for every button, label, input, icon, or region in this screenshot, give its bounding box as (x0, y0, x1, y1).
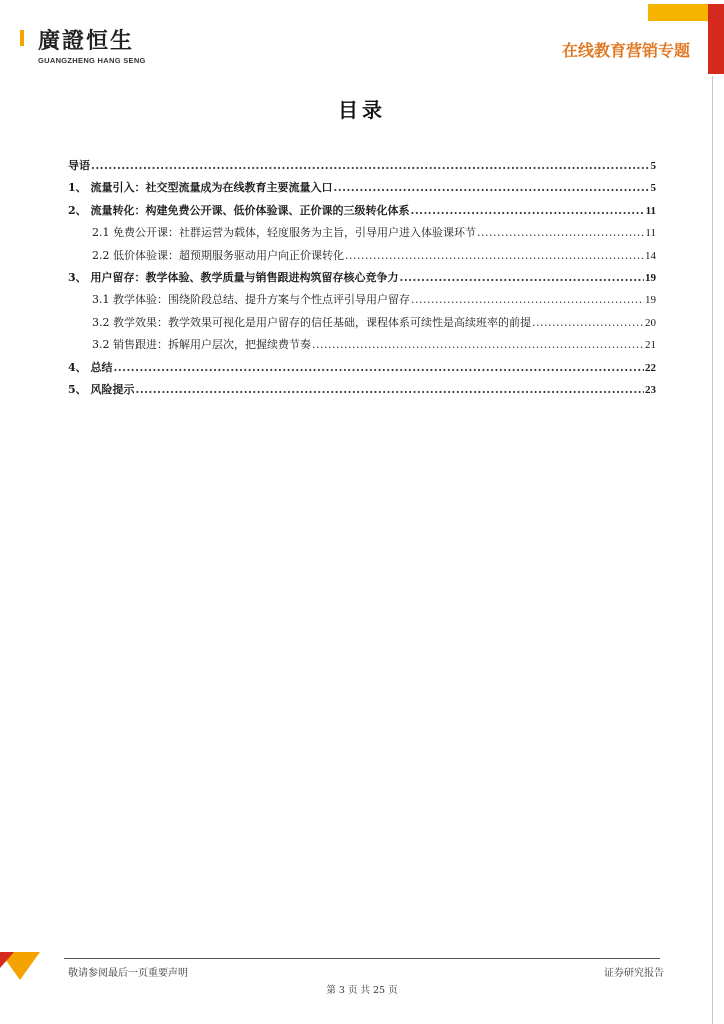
toc-page-number: 11 (645, 204, 656, 217)
logo-accent-bar (20, 30, 24, 46)
toc-leader-dots (91, 155, 650, 177)
toc-leader-dots (135, 379, 644, 401)
toc-entry-label: 2.1 免费公开课：社群运营为载体，轻度服务为主旨，引导用户进入体验课环节 (92, 226, 476, 240)
toc-entry-label: 3、 用户留存：教学体验、教学质量与销售跟进构筑留存核心竞争力 (68, 270, 399, 284)
toc-entry[interactable] (68, 155, 656, 177)
toc-leader-dots (532, 312, 644, 334)
toc-entry[interactable] (68, 177, 656, 199)
toc-entry[interactable] (68, 200, 656, 222)
toc-entry-label: 4、 总结 (68, 360, 113, 374)
toc-entry-label: 3.2 销售跟进：拆解用户层次，把握续费节奏 (92, 338, 311, 352)
toc-page-number: 14 (645, 249, 656, 262)
toc-entry[interactable] (68, 357, 656, 379)
toc-entry[interactable] (68, 312, 656, 334)
toc-entry-label: 导语 (68, 159, 90, 172)
toc-entry[interactable] (68, 267, 656, 289)
toc-page-number: 23 (645, 383, 656, 396)
footer-report-type: 证券研究报告 (604, 968, 664, 979)
toc-entry-label: 2、 流量转化：构建免费公开课、低价体验课、正价课的三级转化体系 (68, 203, 410, 217)
footer-page-number: 第 3 页 共 25 页 (326, 985, 398, 996)
toc-entry[interactable] (68, 289, 656, 311)
header-red-bar (708, 4, 724, 74)
toc-page-number: 19 (645, 271, 656, 284)
header-yellow-block (648, 4, 708, 21)
report-series-title: 在线教育营销专题 (561, 41, 690, 60)
toc-page-number: 21 (645, 339, 656, 352)
toc-leader-dots (333, 177, 649, 199)
toc-entry[interactable] (68, 245, 656, 267)
toc-entry-label: 2.2 低价体验课：超预期服务驱动用户向正价课转化 (92, 248, 344, 262)
toc-leader-dots (410, 200, 644, 222)
table-of-contents (68, 155, 656, 401)
footer-divider (64, 958, 660, 959)
toc-leader-dots (411, 289, 644, 311)
toc-entry-label: 3.2 教学效果：教学效果可视化是用户留存的信任基础，课程体系可续性是高续班率的前提 (92, 315, 531, 329)
toc-entry[interactable] (68, 222, 656, 244)
toc-page-number: 5 (650, 182, 656, 195)
toc-leader-dots (345, 245, 644, 267)
toc-entry-label: 1、 流量引入：社交型流量成为在线教育主要流量入口 (68, 181, 333, 195)
toc-page-number: 22 (645, 361, 656, 374)
toc-entry-label: 3.1 教学体验：围绕阶段总结、提升方案与个性点评引导用户留存 (92, 293, 410, 307)
right-margin-line (712, 76, 713, 1024)
toc-entry[interactable] (68, 334, 656, 356)
page-title: 目录 (338, 98, 386, 122)
toc-page-number: 19 (645, 294, 656, 307)
toc-entry-label: 5、 风险提示 (68, 382, 135, 396)
logo-english: GUANGZHENG HANG SENG (38, 56, 146, 65)
toc-page-number: 20 (645, 316, 656, 329)
toc-leader-dots (113, 357, 644, 379)
toc-leader-dots (477, 222, 644, 244)
toc-leader-dots (312, 334, 644, 356)
toc-leader-dots (399, 267, 644, 289)
company-logo (38, 30, 146, 65)
logo-chinese: 廣證恒生 (38, 29, 135, 54)
toc-entry[interactable] (68, 379, 656, 401)
toc-page-number: 5 (650, 160, 656, 172)
toc-page-number: 11 (645, 227, 656, 240)
footer-disclaimer: 敬请参阅最后一页重要声明 (68, 968, 188, 979)
